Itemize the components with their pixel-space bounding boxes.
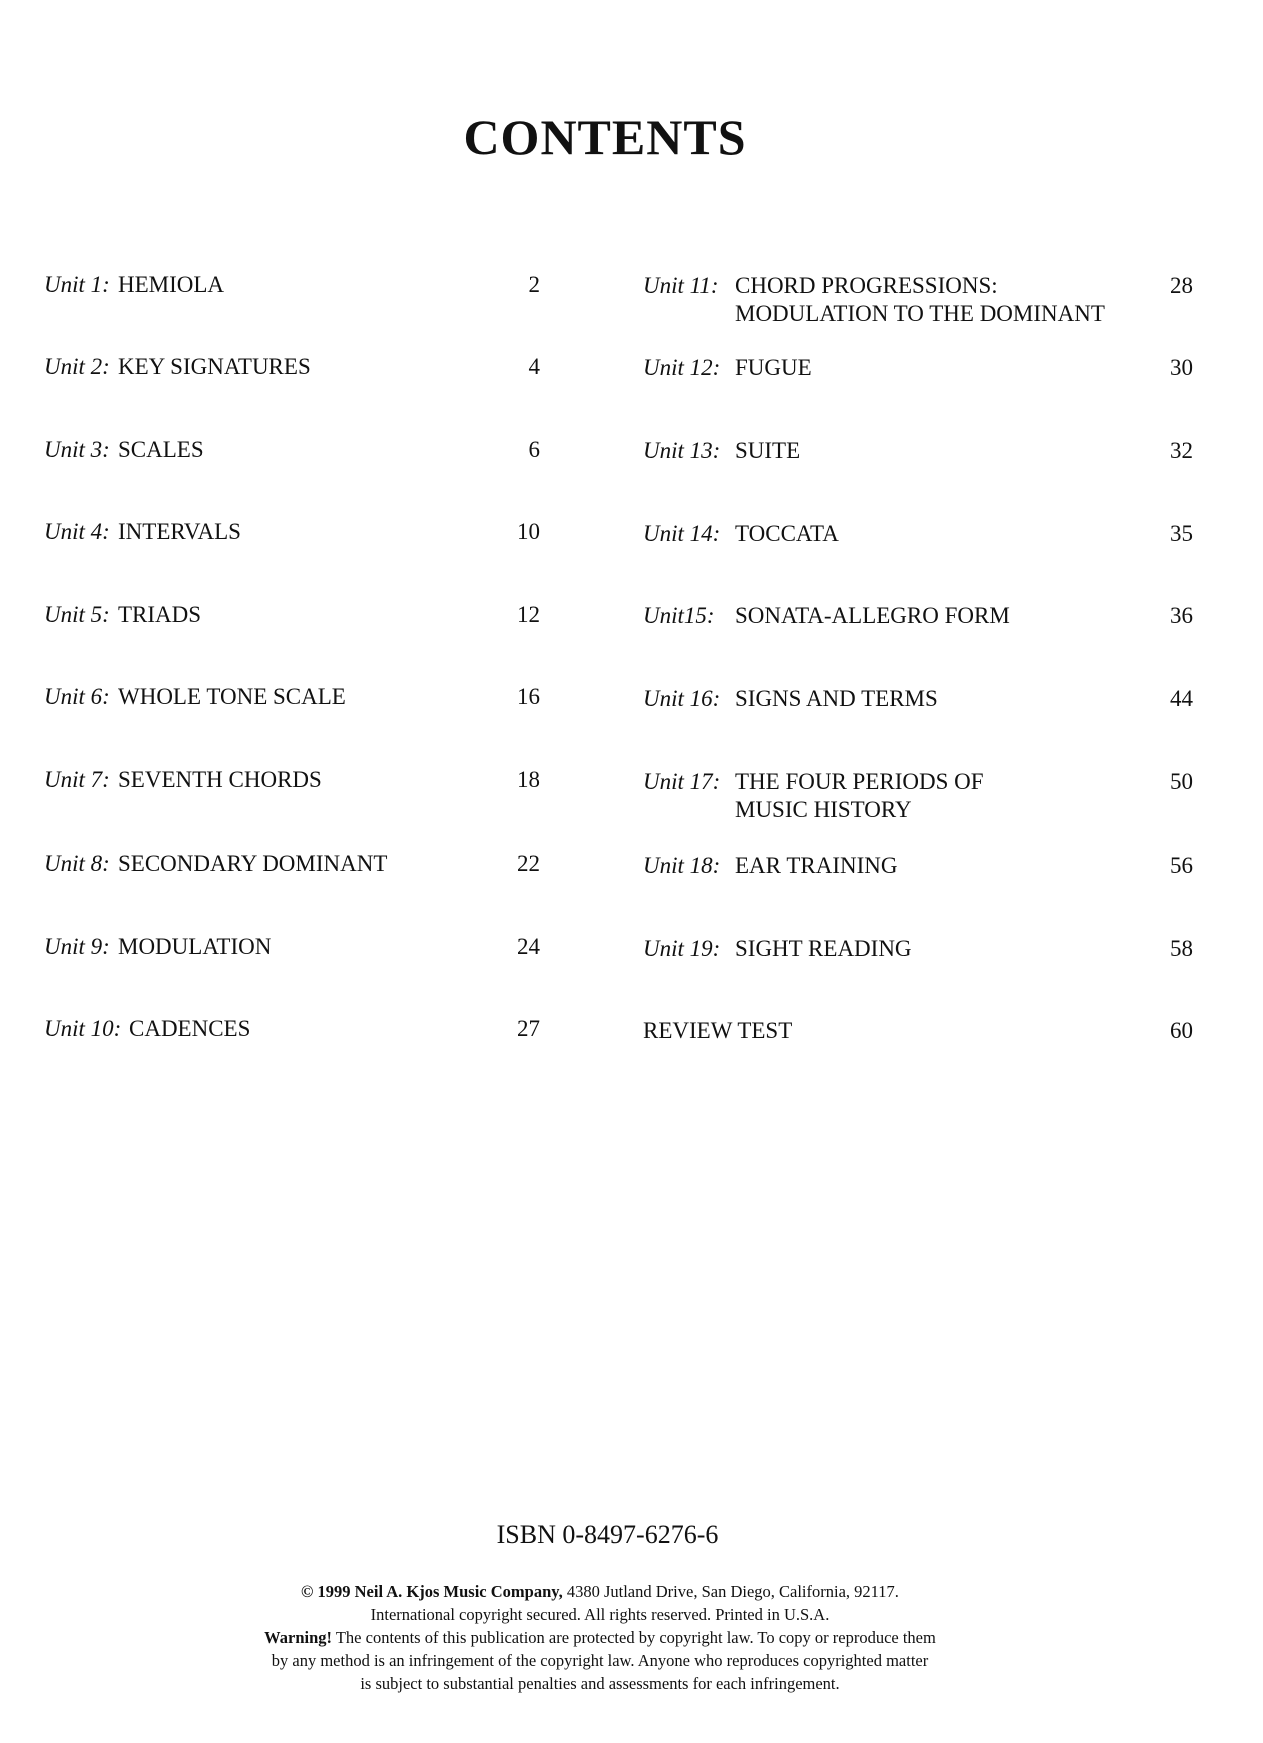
entry-title: REVIEW TEST <box>643 1018 793 1043</box>
page-number: 56 <box>1170 853 1193 878</box>
entry-title: TOCCATA <box>735 521 839 546</box>
entry-title: EAR TRAINING <box>735 853 898 878</box>
page-number: 30 <box>1170 355 1193 380</box>
page-number: 16 <box>517 684 540 709</box>
page-number: 58 <box>1170 936 1193 961</box>
page-number: 18 <box>517 767 540 792</box>
unit-label: Unit 19: <box>643 936 721 961</box>
unit-label: Unit 9: <box>44 934 110 959</box>
warning-line-2: by any method is an infringement of the copyright law. Anyone who reproduces copyrighted matter <box>271 1651 929 1670</box>
page-number: 10 <box>517 519 540 544</box>
entry-title: KEY SIGNATURES <box>118 354 311 379</box>
isbn: ISBN 0-8497-6276-6 <box>496 1520 719 1549</box>
page-title: CONTENTS <box>463 109 747 165</box>
unit-label: Unit 18: <box>643 853 721 878</box>
warning-text: The contents of this publication are protected by copyright law. To copy or reproduce them <box>335 1628 936 1647</box>
page-number: 35 <box>1170 521 1193 546</box>
unit-label: Unit 4: <box>44 519 110 544</box>
entry-title-line2: MUSIC HISTORY <box>735 797 912 822</box>
page-number: 24 <box>517 934 540 959</box>
page-number: 22 <box>517 851 540 876</box>
unit-label: Unit 3: <box>44 437 110 462</box>
unit-label: Unit 6: <box>44 684 110 709</box>
entry-title: SIGHT READING <box>735 936 912 961</box>
page-number: 44 <box>1170 686 1193 711</box>
entry-title: SEVENTH CHORDS <box>118 767 322 792</box>
unit-label: Unit 14: <box>643 521 721 546</box>
copyright-line-1 <box>150 1580 1050 1603</box>
unit-label: Unit 13: <box>643 438 721 463</box>
entry-title: TRIADS <box>118 602 202 627</box>
page-number: 6 <box>528 437 540 462</box>
entry-title: CHORD PROGRESSIONS: <box>735 273 998 298</box>
unit-label: Unit 1: <box>44 272 110 297</box>
copyright-line-2: International copyright secured. All rights reserved. Printed in U.S.A. <box>370 1605 830 1624</box>
page-number: 12 <box>517 602 540 627</box>
unit-label: Unit 2: <box>44 354 110 379</box>
copyright-holder: © 1999 Neil A. Kjos Music Company, <box>301 1582 563 1601</box>
page-number: 32 <box>1170 438 1193 463</box>
unit-label: Unit 16: <box>643 686 721 711</box>
warning-line-1 <box>150 1626 1050 1649</box>
copyright-notice <box>150 1580 1050 1695</box>
entry-title: SCALES <box>118 437 204 462</box>
page-number: 60 <box>1170 1018 1193 1043</box>
entry-title: HEMIOLA <box>118 272 225 297</box>
entry-title: SUITE <box>735 438 801 463</box>
entry-title: SECONDARY DOMINANT <box>118 851 388 876</box>
entry-title: CADENCES <box>129 1016 251 1041</box>
page-number: 4 <box>528 354 540 379</box>
unit-label: Unit 11: <box>643 273 719 298</box>
unit-label: Unit 12: <box>643 355 721 380</box>
page-number: 2 <box>528 272 540 297</box>
entry-title: FUGUE <box>735 355 812 380</box>
publisher-address: 4380 Jutland Drive, San Diego, California, 92117. <box>566 1582 899 1601</box>
unit-label: Unit15: <box>643 603 715 628</box>
entry-title: INTERVALS <box>118 519 241 544</box>
page-number: 27 <box>517 1016 540 1041</box>
entry-title-line2: MODULATION TO THE DOMINANT <box>735 301 1105 326</box>
page-number: 36 <box>1170 603 1193 628</box>
entry-title: SONATA-ALLEGRO FORM <box>735 603 1010 628</box>
entry-title: WHOLE TONE SCALE <box>118 684 346 709</box>
entry-title: MODULATION <box>118 934 272 959</box>
warning-label: Warning! <box>264 1628 333 1647</box>
unit-label: Unit 8: <box>44 851 110 876</box>
page-number: 50 <box>1170 769 1193 794</box>
page-number: 28 <box>1170 273 1193 298</box>
unit-label: Unit 7: <box>44 767 110 792</box>
entry-title: THE FOUR PERIODS OF <box>735 769 984 794</box>
entry-title: SIGNS AND TERMS <box>735 686 938 711</box>
unit-label: Unit 5: <box>44 602 110 627</box>
warning-line-3: is subject to substantial penalties and assessments for each infringement. <box>360 1674 840 1693</box>
unit-label: Unit 10: <box>44 1016 122 1041</box>
unit-label: Unit 17: <box>643 769 721 794</box>
